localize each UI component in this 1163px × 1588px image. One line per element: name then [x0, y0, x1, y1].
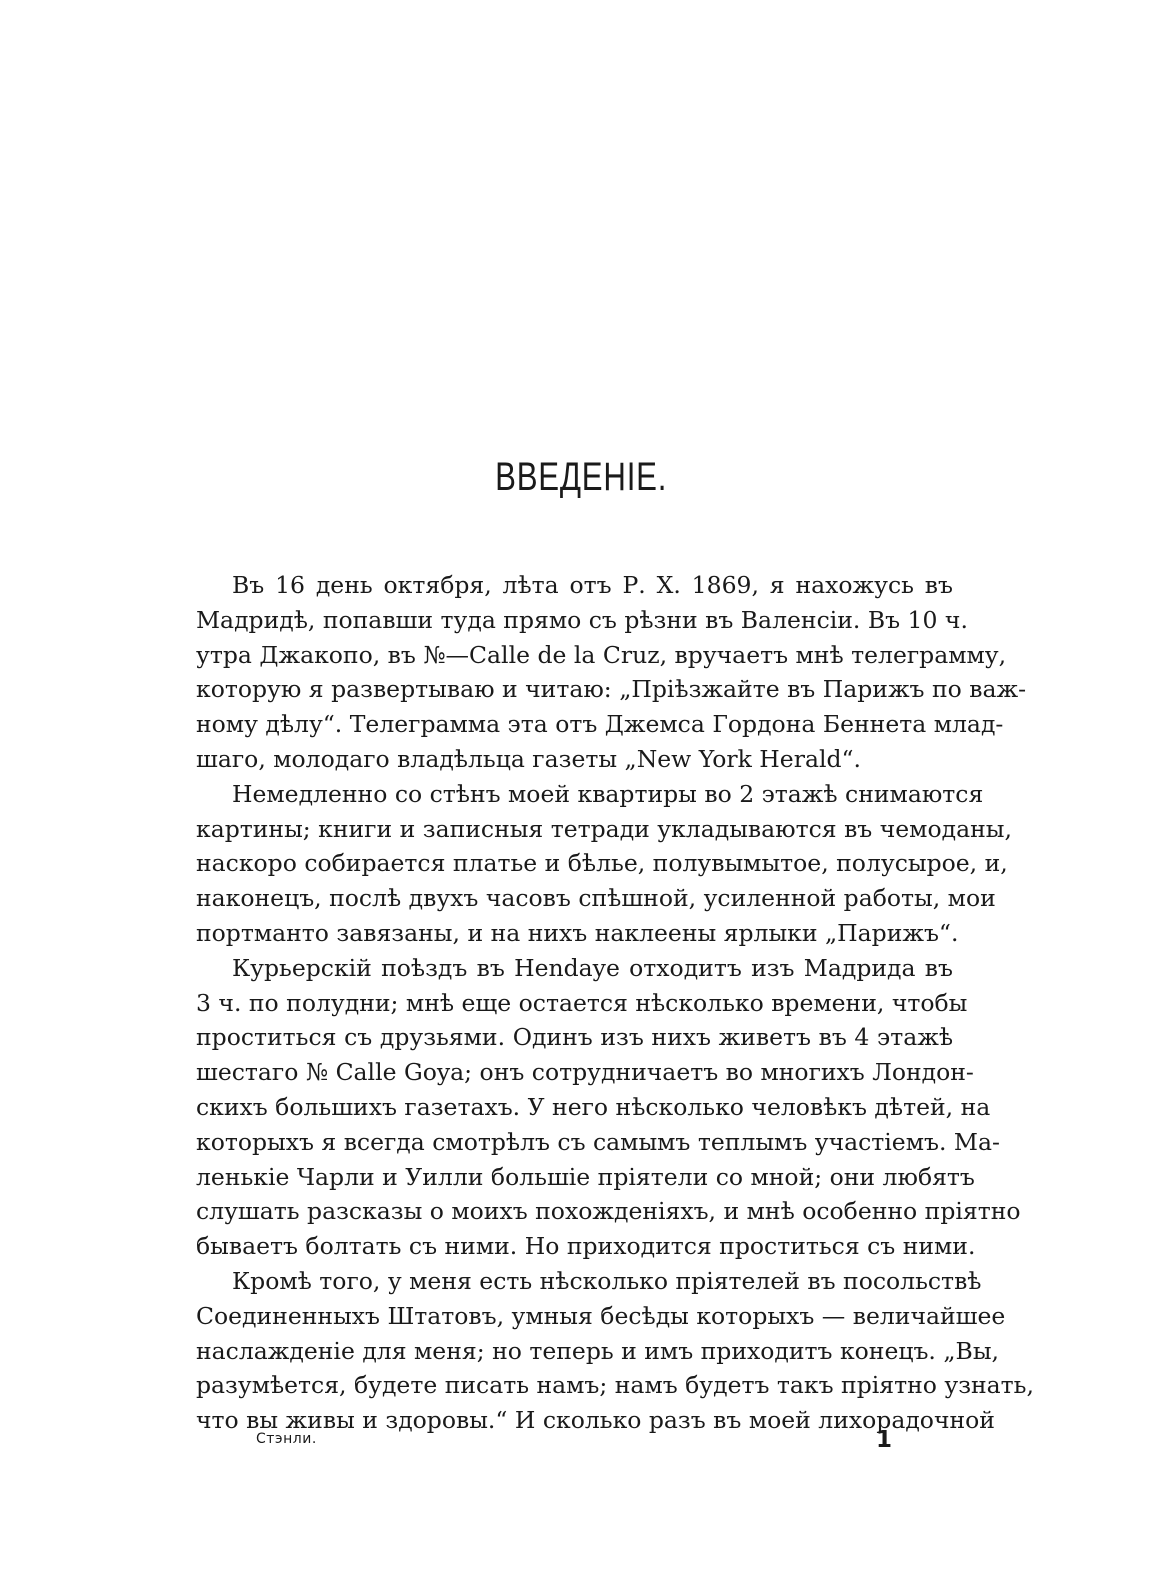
page-footer [256, 1427, 896, 1457]
text-line: наслажденіе для меня; но теперь и имъ приходитъ конецъ. „Вы, [196, 1336, 999, 1365]
body-text [196, 568, 1034, 1438]
text-line: бываетъ болтать съ ними. Но приходится проститься съ ними. [196, 1232, 976, 1261]
text-line: проститься съ друзьями. Одинъ изъ нихъ живетъ въ 4 этажѣ [196, 1023, 953, 1052]
text-line: скихъ большихъ газетахъ. У него нѣсколько человѣкъ дѣтей, на [196, 1092, 991, 1121]
text-line: шестаго № Calle Goya; онъ сотрудничаетъ во многихъ Лондон- [196, 1058, 974, 1087]
text-line: Немедленно со стѣнъ моей квартиры во 2 этажѣ снимаются [232, 779, 984, 808]
chapter-title: ВВЕДЕНІЕ. [495, 455, 668, 499]
text-line: Соединенныхъ Штатовъ, умныя бесѣды которыхъ — величайшее [196, 1301, 1006, 1330]
text-line: слушать разсказы о моихъ похожденіяхъ, и мнѣ особенно пріятно [196, 1197, 1021, 1226]
text-line: Въ 16 день октября, лѣта отъ Р. Х. 1869, я нахожусь въ [232, 571, 953, 599]
text-line: которыхъ я всегда смотрѣлъ съ самымъ теплымъ участіемъ. Ма- [196, 1127, 1000, 1156]
text-line: которую я развертываю и читаю: „Пріѣзжайте въ Парижъ по важ- [196, 675, 1027, 704]
text-line: наконецъ, послѣ двухъ часовъ спѣшной, усиленной работы, мои [196, 884, 996, 913]
text-line: портманто завязаны, и на нихъ наклеены ярлыки „Парижъ“. [196, 918, 959, 947]
text-line: Кромѣ того, у меня есть нѣсколько пріятелей въ посольствѣ [232, 1266, 982, 1295]
signature-mark: Стэнли. [256, 1431, 317, 1447]
text-line: ленькіе Чарли и Уилли большіе пріятели со мной; они любятъ [196, 1162, 975, 1191]
text-line: картины; книги и записныя тетради укладываются въ чемоданы, [196, 814, 1012, 843]
text-line: ному дѣлу“. Телеграмма эта отъ Джемса Гордона Беннета млад- [196, 710, 1004, 739]
text-line: Мадридѣ, попавши туда прямо съ рѣзни въ Валенсіи. Въ 10 ч. [196, 605, 968, 634]
text-line: Курьерскій поѣздъ въ Hendaye отходитъ изъ Мадрида въ [232, 953, 953, 982]
text-line: наскоро собирается платье и бѣлье, полувымытое, полусырое, и, [196, 849, 1008, 878]
text-line: утра Джакопо, въ №—Calle de la Cruz, вручаетъ мнѣ телеграмму, [196, 640, 1007, 669]
text-line: что вы живы и здоровы.“ И сколько разъ въ моей лихорадочной [196, 1406, 995, 1435]
page-number: 1 [876, 1427, 893, 1453]
text-line: шаго, молодаго владѣльца газеты „New York Herald“. [196, 744, 861, 773]
text-line: 3 ч. по полудни; мнѣ еще остается нѣсколько времени, чтобы [196, 988, 968, 1017]
text-line: разумѣется, будете писать намъ; намъ будетъ такъ пріятно узнать, [196, 1371, 1034, 1400]
